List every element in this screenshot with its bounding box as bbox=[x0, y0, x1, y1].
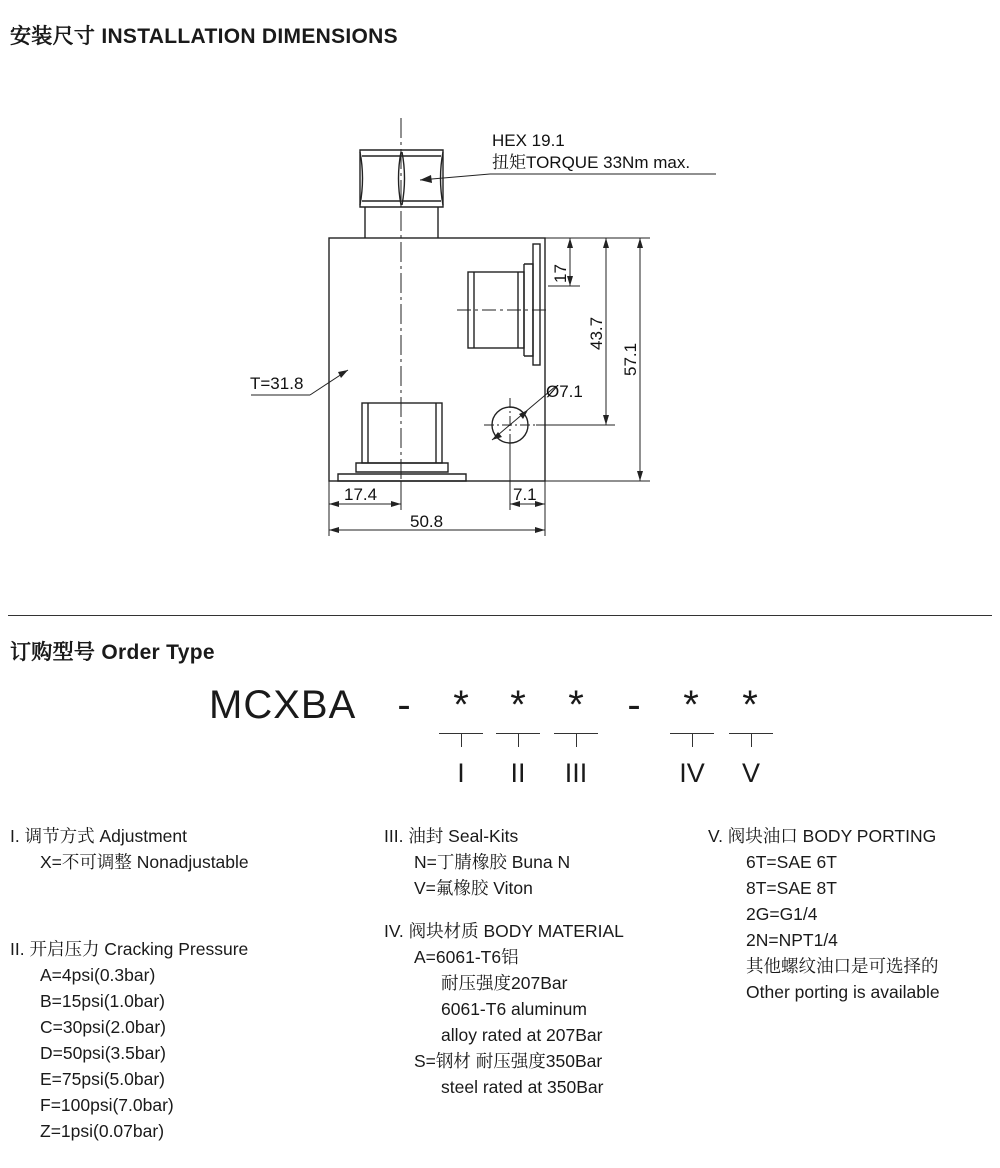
cracking-option: B=15psi(1.0bar) bbox=[40, 991, 166, 1011]
cracking-option: Z=1psi(0.07bar) bbox=[40, 1121, 165, 1141]
cracking-option: E=75psi(5.0bar) bbox=[40, 1069, 166, 1089]
material-detail: alloy rated at 207Bar bbox=[441, 1025, 603, 1045]
section-divider bbox=[8, 615, 992, 616]
code-bracket bbox=[554, 733, 598, 747]
code-asterisk: * bbox=[742, 683, 758, 727]
body-porting-section bbox=[708, 823, 940, 1005]
porting-option: 2N=NPT1/4 bbox=[746, 930, 838, 950]
seal-kits-heading: III. 油封 Seal-Kits bbox=[384, 826, 519, 846]
thickness-label: T=31.8 bbox=[250, 374, 304, 393]
porting-option: 2G=G1/4 bbox=[746, 904, 818, 924]
body-material-heading: IV. 阀块材质 BODY MATERIAL bbox=[384, 921, 624, 941]
seal-kits-section bbox=[384, 823, 570, 901]
bottom-port-fitting bbox=[362, 403, 442, 463]
dim-57-1-label: 57.1 bbox=[621, 342, 640, 376]
dim-7-1-label: 7.1 bbox=[513, 485, 537, 504]
code-asterisk: * bbox=[510, 683, 526, 727]
cracking-option: C=30psi(2.0bar) bbox=[40, 1017, 166, 1037]
code-asterisk: * bbox=[683, 683, 699, 727]
adjustment-option: X=不可调整 Nonadjustable bbox=[40, 852, 249, 872]
material-option-s: S=钢材 耐压强度350Bar bbox=[414, 1051, 603, 1071]
cracking-pressure-heading: II. 开启压力 Cracking Pressure bbox=[10, 939, 249, 959]
seal-option: N=丁腈橡胶 Buna N bbox=[414, 852, 571, 872]
code-bracket bbox=[496, 733, 540, 747]
code-dash: - bbox=[627, 683, 641, 727]
adjustment-heading: I. 调节方式 Adjustment bbox=[10, 826, 187, 846]
body-material-section bbox=[384, 918, 624, 1100]
installation-title: 安装尺寸 INSTALLATION DIMENSIONS bbox=[10, 25, 398, 48]
seal-option: V=氟橡胶 Viton bbox=[414, 878, 533, 898]
cracking-option: A=4psi(0.3bar) bbox=[40, 965, 156, 985]
adjustment-section bbox=[10, 823, 249, 875]
roman-numeral: III bbox=[564, 758, 588, 788]
dim-50-8-label: 50.8 bbox=[410, 512, 444, 531]
dim-17-4-label: 17.4 bbox=[344, 485, 378, 504]
order-type-title: 订购型号 Order Type bbox=[10, 641, 215, 664]
dim-43-7-label: 43.7 bbox=[587, 316, 606, 350]
material-detail: 6061-T6 aluminum bbox=[441, 999, 587, 1019]
code-asterisk: * bbox=[453, 683, 469, 727]
diameter-label: Ø7.1 bbox=[546, 382, 583, 401]
body-porting-heading: V. 阀块油口 BODY PORTING bbox=[708, 826, 937, 846]
hex-label: HEX 19.1 bbox=[492, 131, 565, 150]
porting-note: 其他螺纹油口是可选择的 bbox=[746, 956, 939, 976]
code-bracket bbox=[729, 733, 773, 747]
cracking-option: F=100psi(7.0bar) bbox=[40, 1095, 174, 1115]
porting-option: 8T=SAE 8T bbox=[746, 878, 837, 898]
torque-label: 扭矩TORQUE 33Nm max. bbox=[492, 153, 691, 172]
cracking-option: D=50psi(3.5bar) bbox=[40, 1043, 166, 1063]
material-detail: 耐压强度207Bar bbox=[441, 973, 568, 993]
code-asterisk: * bbox=[568, 683, 584, 727]
roman-numeral: IV bbox=[679, 758, 705, 788]
porting-note: Other porting is available bbox=[746, 982, 940, 1002]
dim-17-label: 17 bbox=[551, 264, 570, 283]
code-dash: - bbox=[397, 683, 411, 727]
roman-numeral: II bbox=[510, 758, 526, 788]
porting-option: 6T=SAE 6T bbox=[746, 852, 837, 872]
code-bracket bbox=[670, 733, 714, 747]
roman-numeral: I bbox=[457, 758, 465, 788]
material-detail: steel rated at 350Bar bbox=[441, 1077, 604, 1097]
roman-numeral: V bbox=[741, 758, 760, 788]
material-option-a: A=6061-T6铝 bbox=[414, 947, 519, 967]
model-name: MCXBA bbox=[209, 683, 357, 727]
cracking-pressure-section bbox=[10, 936, 248, 1144]
code-bracket bbox=[439, 733, 483, 747]
